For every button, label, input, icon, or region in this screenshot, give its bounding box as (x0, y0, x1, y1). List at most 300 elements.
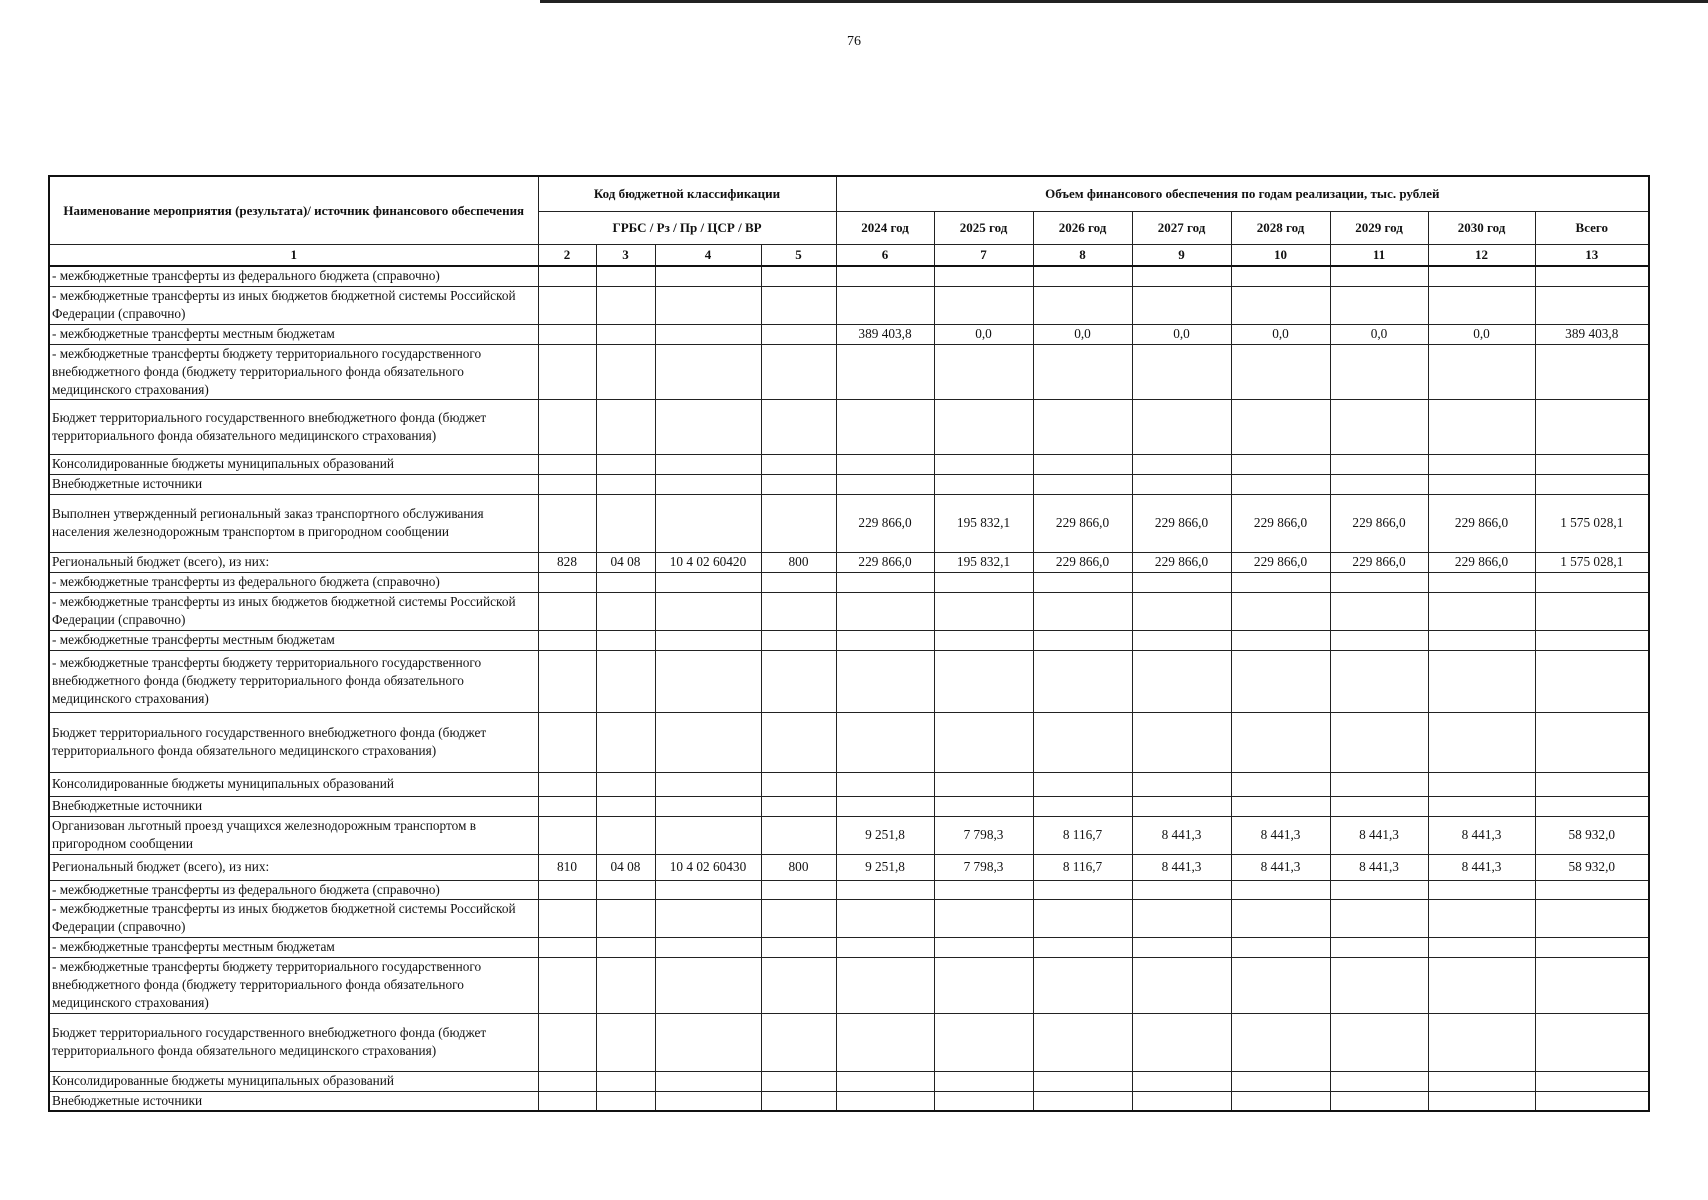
code-cell (596, 796, 655, 816)
row-name: - межбюджетные трансферты из иных бюджетов бюджетной системы Российской Федерации (справочно) (49, 899, 538, 937)
total-cell (1535, 937, 1649, 957)
row-name: - межбюджетные трансферты из иных бюджетов бюджетной системы Российской Федерации (справочно) (49, 592, 538, 630)
total-cell (1535, 572, 1649, 592)
value-cell (1132, 1091, 1231, 1111)
table-row (49, 454, 1649, 474)
row-name: Консолидированные бюджеты муниципальных образований (49, 454, 538, 474)
code-cell (596, 1013, 655, 1071)
value-cell: 229 866,0 (1428, 494, 1535, 552)
row-name: - межбюджетные трансферты из иных бюджетов бюджетной системы Российской Федерации (справочно) (49, 286, 538, 324)
value-cell (1330, 899, 1428, 937)
value-cell (1330, 630, 1428, 650)
table-row (49, 899, 1649, 937)
total-cell: 58 932,0 (1535, 854, 1649, 880)
total-cell (1535, 344, 1649, 399)
value-cell: 229 866,0 (1033, 552, 1132, 572)
col-number: 7 (934, 245, 1033, 267)
value-cell (934, 796, 1033, 816)
code-cell (596, 899, 655, 937)
value-cell (1033, 1091, 1132, 1111)
col-number: 8 (1033, 245, 1132, 267)
value-cell (1132, 650, 1231, 712)
code-cell (655, 630, 761, 650)
code-cell (655, 772, 761, 796)
header-code-group: Код бюджетной классификации (538, 176, 836, 212)
value-cell (934, 1013, 1033, 1071)
value-cell (1428, 957, 1535, 1013)
value-cell (1428, 1091, 1535, 1111)
code-cell (538, 494, 596, 552)
value-cell: 0,0 (1033, 324, 1132, 344)
value-cell (836, 572, 934, 592)
value-cell: 0,0 (1132, 324, 1231, 344)
value-cell (836, 399, 934, 454)
code-cell (761, 399, 836, 454)
col-number: 4 (655, 245, 761, 267)
value-cell (1033, 266, 1132, 286)
code-cell: 810 (538, 854, 596, 880)
code-cell (596, 324, 655, 344)
value-cell (1132, 1071, 1231, 1091)
header-total: Всего (1535, 212, 1649, 245)
table-row (49, 344, 1649, 399)
value-cell (1231, 572, 1330, 592)
value-cell: 229 866,0 (1231, 552, 1330, 572)
value-cell (1231, 957, 1330, 1013)
table-row (49, 937, 1649, 957)
value-cell (1033, 399, 1132, 454)
total-cell (1535, 454, 1649, 474)
total-cell: 58 932,0 (1535, 816, 1649, 854)
code-cell (761, 324, 836, 344)
table-row (49, 1091, 1649, 1111)
code-cell: 828 (538, 552, 596, 572)
code-cell: 800 (761, 854, 836, 880)
code-cell (655, 650, 761, 712)
row-name: Консолидированные бюджеты муниципальных образований (49, 772, 538, 796)
value-cell (1330, 1091, 1428, 1111)
value-cell (1132, 286, 1231, 324)
table-row (49, 1071, 1649, 1091)
value-cell (1330, 937, 1428, 957)
table-row (49, 494, 1649, 552)
value-cell: 195 832,1 (934, 494, 1033, 552)
value-cell (1231, 772, 1330, 796)
value-cell (1231, 712, 1330, 772)
value-cell: 8 441,3 (1330, 816, 1428, 854)
col-number: 1 (49, 245, 538, 267)
value-cell: 0,0 (1428, 324, 1535, 344)
value-cell (934, 712, 1033, 772)
value-cell (1033, 454, 1132, 474)
code-cell (655, 474, 761, 494)
code-cell: 800 (761, 552, 836, 572)
value-cell: 229 866,0 (1231, 494, 1330, 552)
value-cell (1132, 957, 1231, 1013)
value-cell (1132, 899, 1231, 937)
value-cell (934, 937, 1033, 957)
code-cell: 10 4 02 60420 (655, 552, 761, 572)
row-name: Внебюджетные источники (49, 796, 538, 816)
value-cell (836, 344, 934, 399)
table-row (49, 572, 1649, 592)
budget-table (48, 175, 1650, 1112)
col-number: 9 (1132, 245, 1231, 267)
value-cell (1132, 937, 1231, 957)
code-cell (596, 399, 655, 454)
code-cell (596, 286, 655, 324)
code-cell (655, 899, 761, 937)
code-cell (761, 1071, 836, 1091)
total-cell (1535, 1013, 1649, 1071)
code-cell (538, 957, 596, 1013)
row-name: Внебюджетные источники (49, 1091, 538, 1111)
code-cell (761, 630, 836, 650)
value-cell (1330, 880, 1428, 899)
value-cell (934, 1071, 1033, 1091)
page-number: 76 (847, 34, 861, 49)
value-cell (1231, 286, 1330, 324)
code-cell (596, 712, 655, 772)
code-cell (596, 474, 655, 494)
row-name: Консолидированные бюджеты муниципальных образований (49, 1071, 538, 1091)
value-cell (934, 1091, 1033, 1111)
value-cell: 195 832,1 (934, 552, 1033, 572)
value-cell (1132, 630, 1231, 650)
value-cell: 8 441,3 (1132, 854, 1231, 880)
table-row (49, 592, 1649, 630)
value-cell (1033, 1013, 1132, 1071)
value-cell (836, 454, 934, 474)
code-cell (655, 494, 761, 552)
code-cell (596, 816, 655, 854)
value-cell: 229 866,0 (1330, 494, 1428, 552)
code-cell (761, 1091, 836, 1111)
value-cell (1231, 344, 1330, 399)
top-rule (540, 0, 1708, 3)
value-cell (1330, 344, 1428, 399)
value-cell (1428, 1013, 1535, 1071)
code-cell (761, 286, 836, 324)
value-cell (934, 266, 1033, 286)
table-row (49, 957, 1649, 1013)
col-number: 5 (761, 245, 836, 267)
value-cell (1330, 796, 1428, 816)
value-cell (1330, 474, 1428, 494)
table-row (49, 1013, 1649, 1071)
value-cell (1428, 266, 1535, 286)
code-cell (655, 937, 761, 957)
value-cell: 9 251,8 (836, 816, 934, 854)
value-cell (1132, 772, 1231, 796)
total-cell (1535, 772, 1649, 796)
code-cell (761, 937, 836, 957)
code-cell (655, 712, 761, 772)
value-cell (836, 772, 934, 796)
code-cell (761, 494, 836, 552)
header-year: 2028 год (1231, 212, 1330, 245)
code-cell (596, 1071, 655, 1091)
value-cell (1428, 880, 1535, 899)
code-cell (761, 474, 836, 494)
header-year: 2029 год (1330, 212, 1428, 245)
code-cell (761, 344, 836, 399)
code-cell (596, 572, 655, 592)
code-cell (596, 344, 655, 399)
value-cell (1330, 286, 1428, 324)
value-cell: 8 441,3 (1428, 816, 1535, 854)
value-cell (1330, 1071, 1428, 1091)
code-cell (596, 937, 655, 957)
col-number: 3 (596, 245, 655, 267)
value-cell (1330, 1013, 1428, 1071)
value-cell (1428, 650, 1535, 712)
code-cell (761, 454, 836, 474)
value-cell (1033, 650, 1132, 712)
col-number: 2 (538, 245, 596, 267)
code-cell (596, 957, 655, 1013)
code-cell (761, 592, 836, 630)
code-cell (538, 454, 596, 474)
value-cell (934, 630, 1033, 650)
header-code-sub: ГРБС / Рз / Пр / ЦСР / ВР (538, 212, 836, 245)
value-cell (1033, 572, 1132, 592)
row-name: Региональный бюджет (всего), из них: (49, 552, 538, 572)
value-cell (1231, 266, 1330, 286)
row-name: - межбюджетные трансферты местным бюджетам (49, 937, 538, 957)
total-cell (1535, 286, 1649, 324)
code-cell (761, 880, 836, 899)
value-cell: 8 116,7 (1033, 854, 1132, 880)
code-cell: 10 4 02 60430 (655, 854, 761, 880)
value-cell (1033, 630, 1132, 650)
code-cell (538, 266, 596, 286)
value-cell: 0,0 (1231, 324, 1330, 344)
row-name: Бюджет территориального государственного внебюджетного фонда (бюджет территориального фонда обязательного медицинского страхования) (49, 1013, 538, 1071)
table-body (49, 266, 1649, 1111)
total-cell (1535, 266, 1649, 286)
row-name: Бюджет территориального государственного внебюджетного фонда (бюджет территориального фонда обязательного медицинского страхования) (49, 399, 538, 454)
value-cell: 8 441,3 (1428, 854, 1535, 880)
header-year: 2024 год (836, 212, 934, 245)
value-cell (836, 937, 934, 957)
total-cell: 1 575 028,1 (1535, 552, 1649, 572)
row-name: Бюджет территориального государственного внебюджетного фонда (бюджет территориального фонда обязательного медицинского страхования) (49, 712, 538, 772)
code-cell (596, 494, 655, 552)
col-number: 13 (1535, 245, 1649, 267)
value-cell (1132, 399, 1231, 454)
table-row (49, 399, 1649, 454)
value-cell (1231, 1091, 1330, 1111)
code-cell (655, 454, 761, 474)
code-cell (655, 880, 761, 899)
col-number: 10 (1231, 245, 1330, 267)
total-cell (1535, 712, 1649, 772)
value-cell (1231, 1071, 1330, 1091)
value-cell (1428, 399, 1535, 454)
value-cell: 229 866,0 (1033, 494, 1132, 552)
value-cell (1132, 454, 1231, 474)
value-cell (836, 880, 934, 899)
code-cell (655, 266, 761, 286)
code-cell (761, 796, 836, 816)
code-cell (761, 816, 836, 854)
code-cell (538, 796, 596, 816)
total-cell (1535, 650, 1649, 712)
value-cell (1428, 572, 1535, 592)
value-cell (1132, 796, 1231, 816)
value-cell: 8 441,3 (1231, 854, 1330, 880)
value-cell (836, 957, 934, 1013)
value-cell (1132, 266, 1231, 286)
value-cell: 229 866,0 (1132, 494, 1231, 552)
value-cell: 7 798,3 (934, 854, 1033, 880)
code-cell (538, 324, 596, 344)
code-cell (761, 1013, 836, 1071)
value-cell (1428, 712, 1535, 772)
value-cell: 229 866,0 (836, 552, 934, 572)
header-year: 2030 год (1428, 212, 1535, 245)
table-row (49, 630, 1649, 650)
value-cell (1033, 1071, 1132, 1091)
code-cell (538, 1091, 596, 1111)
value-cell: 9 251,8 (836, 854, 934, 880)
row-name: Организован льготный проезд учащихся железнодорожным транспортом в пригородном сообщении (49, 816, 538, 854)
table-row (49, 286, 1649, 324)
value-cell (1033, 937, 1132, 957)
value-cell (934, 286, 1033, 324)
value-cell (1132, 712, 1231, 772)
value-cell (934, 880, 1033, 899)
value-cell (1132, 592, 1231, 630)
total-cell (1535, 880, 1649, 899)
code-cell: 04 08 (596, 854, 655, 880)
value-cell (836, 266, 934, 286)
table-row (49, 324, 1649, 344)
value-cell (1330, 266, 1428, 286)
value-cell (1132, 474, 1231, 494)
value-cell (1428, 1071, 1535, 1091)
value-cell (934, 957, 1033, 1013)
code-cell (655, 1071, 761, 1091)
code-cell: 04 08 (596, 552, 655, 572)
code-cell (655, 957, 761, 1013)
value-cell (934, 572, 1033, 592)
total-cell (1535, 899, 1649, 937)
value-cell (836, 650, 934, 712)
table-row (49, 266, 1649, 286)
code-cell (538, 650, 596, 712)
code-cell (538, 1071, 596, 1091)
value-cell: 229 866,0 (1428, 552, 1535, 572)
row-name: - межбюджетные трансферты бюджету территориального государственного внебюджетного фонда (бюджету территориального фонда обязательного медицинского страхования) (49, 957, 538, 1013)
value-cell (1231, 592, 1330, 630)
value-cell (1132, 344, 1231, 399)
value-cell (1132, 572, 1231, 592)
value-cell: 0,0 (1330, 324, 1428, 344)
value-cell (836, 474, 934, 494)
value-cell (1033, 772, 1132, 796)
value-cell (836, 1091, 934, 1111)
code-cell (761, 712, 836, 772)
table-row (49, 880, 1649, 899)
code-cell (655, 816, 761, 854)
total-cell (1535, 957, 1649, 1013)
row-name: - межбюджетные трансферты из федерального бюджета (справочно) (49, 266, 538, 286)
total-cell (1535, 1071, 1649, 1091)
value-cell (1428, 796, 1535, 816)
row-name: - межбюджетные трансферты бюджету территориального государственного внебюджетного фонда (бюджету территориального фонда обязательного медицинского страхования) (49, 650, 538, 712)
total-cell (1535, 399, 1649, 454)
value-cell (934, 592, 1033, 630)
table-row (49, 552, 1649, 572)
code-cell (538, 344, 596, 399)
value-cell (1132, 880, 1231, 899)
value-cell (1033, 796, 1132, 816)
value-cell: 229 866,0 (1330, 552, 1428, 572)
value-cell (1231, 650, 1330, 712)
value-cell (836, 286, 934, 324)
value-cell: 7 798,3 (934, 816, 1033, 854)
code-cell (761, 266, 836, 286)
value-cell (1231, 937, 1330, 957)
code-cell (655, 344, 761, 399)
row-name: - межбюджетные трансферты бюджету территориального государственного внебюджетного фонда (бюджету территориального фонда обязательного медицинского страхования) (49, 344, 538, 399)
code-cell (655, 324, 761, 344)
value-cell (1428, 592, 1535, 630)
value-cell (1428, 772, 1535, 796)
col-number: 6 (836, 245, 934, 267)
code-cell (761, 899, 836, 937)
code-cell (596, 772, 655, 796)
value-cell (1330, 772, 1428, 796)
total-cell (1535, 474, 1649, 494)
total-cell (1535, 1091, 1649, 1111)
value-cell (1231, 399, 1330, 454)
value-cell (836, 592, 934, 630)
total-cell: 1 575 028,1 (1535, 494, 1649, 552)
value-cell (1330, 454, 1428, 474)
value-cell: 0,0 (934, 324, 1033, 344)
code-cell (538, 880, 596, 899)
code-cell (538, 286, 596, 324)
value-cell (836, 1071, 934, 1091)
code-cell (596, 1091, 655, 1111)
value-cell (1231, 474, 1330, 494)
total-cell (1535, 796, 1649, 816)
col-number: 11 (1330, 245, 1428, 267)
value-cell (1033, 880, 1132, 899)
value-cell (1033, 344, 1132, 399)
row-name: Региональный бюджет (всего), из них: (49, 854, 538, 880)
table-row (49, 796, 1649, 816)
header-year: 2026 год (1033, 212, 1132, 245)
code-cell (538, 474, 596, 494)
value-cell (1428, 286, 1535, 324)
row-name: - межбюджетные трансферты из федерального бюджета (справочно) (49, 572, 538, 592)
code-cell (538, 399, 596, 454)
total-cell (1535, 592, 1649, 630)
value-cell (836, 1013, 934, 1071)
value-cell (1033, 957, 1132, 1013)
value-cell (1428, 630, 1535, 650)
value-cell (1428, 899, 1535, 937)
code-cell (655, 1091, 761, 1111)
value-cell (1231, 880, 1330, 899)
code-cell (655, 286, 761, 324)
value-cell (1330, 592, 1428, 630)
code-cell (596, 454, 655, 474)
